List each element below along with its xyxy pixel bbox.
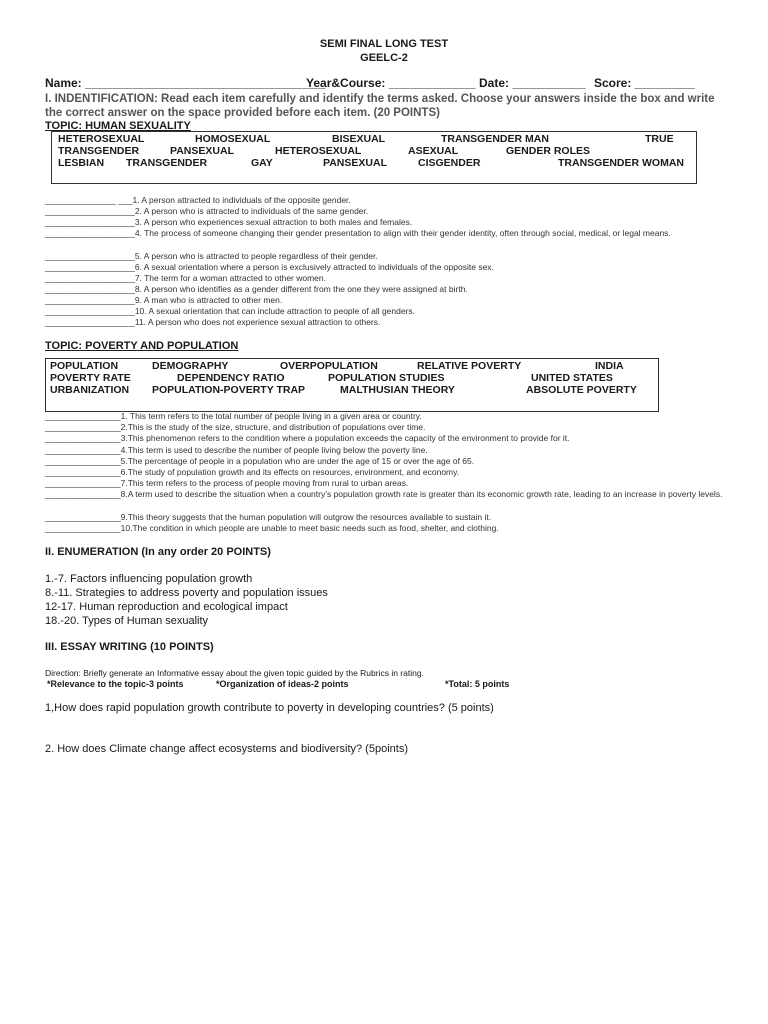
essay-question: 2. How does Climate change affect ecosystems and biodiversity? (5points) xyxy=(45,743,408,755)
answer-box-sexuality xyxy=(51,131,697,184)
choice-term: MALTHUSIAN THEORY xyxy=(340,384,455,396)
enumeration-title: II. ENUMERATION (In any order 20 POINTS) xyxy=(45,546,271,558)
identification-item: ________________4.This term is used to describe the number of people living below the poverty line. xyxy=(45,445,428,455)
choice-term: TRUE xyxy=(645,133,674,145)
rubric-total: *Total: 5 points xyxy=(445,679,510,689)
choice-term: ABSOLUTE POVERTY xyxy=(526,384,637,396)
choice-term: CISGENDER xyxy=(418,157,481,169)
rubric-relevance: *Relevance to the topic-3 points xyxy=(47,679,184,689)
essay-direction: Direction: Briefly generate an Informative essay about the given topic guided by the Rubrics in rating. xyxy=(45,668,424,678)
identification-item: _______________ ___1. A person attracted to individuals of the opposite gender. xyxy=(45,195,351,205)
essay-question: 1,How does rapid population growth contribute to poverty in developing countries? (5 points) xyxy=(45,702,494,714)
choice-term: HETEROSEXUAL xyxy=(275,145,362,157)
identification-item: ________________5.The percentage of people in a population who are under the age of 15 or over the age of 65. xyxy=(45,456,475,466)
identification-item: ________________6.The study of population growth and its effects on resources, environment, and economy. xyxy=(45,467,460,477)
course-code: GEELC-2 xyxy=(360,52,408,64)
identification-item: ___________________7. The term for a woman attracted to other women. xyxy=(45,273,327,283)
answer-box-poverty xyxy=(45,358,659,412)
identification-item: ___________________10. A sexual orientation that can include attraction to people of all genders. xyxy=(45,306,416,316)
date-field: Date: ___________ xyxy=(479,76,586,90)
identification-item: ___________________2. A person who is attracted to individuals of the same gender. xyxy=(45,206,369,216)
identification-item: ___________________9. A man who is attracted to other men. xyxy=(45,295,283,305)
choice-term: INDIA xyxy=(595,360,624,372)
choice-term: POPULATION xyxy=(50,360,119,372)
choice-term: ASEXUAL xyxy=(408,145,459,157)
choice-term: UNITED STATES xyxy=(531,372,613,384)
identification-item: ___________________5. A person who is attracted to people regardless of their gender. xyxy=(45,251,378,261)
identification-item: ________________8.A term used to describe the situation when a country’s population growth rate is greater than its economic growth rate, leading to an increase in poverty levels. xyxy=(45,489,723,499)
topic-human-sexuality: TOPIC: HUMAN SEXUALITY xyxy=(45,120,191,132)
enumeration-item: 12-17. Human reproduction and ecological impact xyxy=(45,601,288,613)
choice-term: BISEXUAL xyxy=(332,133,386,145)
choice-term: TRANSGENDER MAN xyxy=(441,133,549,145)
identification-item: ________________3.This phenomenon refers to the condition where a population exceeds the capacity of the environment to provide for it. xyxy=(45,433,570,443)
choice-term: HETEROSEXUAL xyxy=(58,133,145,145)
identification-item: ________________10.The condition in which people are unable to meet basic needs such as food, shelter, and clothing. xyxy=(45,523,499,533)
choice-term: RELATIVE POVERTY xyxy=(417,360,522,372)
identification-item: ___________________8. A person who identifies as a gender different from the one they were assigned at birth. xyxy=(45,284,468,294)
identification-instructions: I. INDENTIFICATION: Read each item carefully and identify the terms asked. Choose your answers inside the box and write the correct answer on the space provided before each item. (20 POINTS) xyxy=(45,93,715,119)
enumeration-item: 8.-11. Strategies to address poverty and population issues xyxy=(45,587,328,599)
choice-term: HOMOSEXUAL xyxy=(195,133,271,145)
choice-term: TRANSGENDER xyxy=(126,157,208,169)
identification-item: ___________________11. A person who does not experience sexual attraction to others. xyxy=(45,317,381,327)
identification-item: ___________________3. A person who experiences sexual attraction to both males and females. xyxy=(45,217,413,227)
choice-term: POPULATION STUDIES xyxy=(328,372,445,384)
choice-term: DEPENDENCY RATIO xyxy=(177,372,285,384)
choice-term: POPULATION-POVERTY TRAP xyxy=(152,384,306,396)
choice-term: URBANIZATION xyxy=(50,384,130,396)
topic-poverty-population: TOPIC: POVERTY AND POPULATION xyxy=(45,340,239,352)
rubric-organization: *Organization of ideas-2 points xyxy=(216,679,349,689)
identification-item: ________________1. This term refers to the total number of people living in a given area or country. xyxy=(45,411,422,421)
choice-term: PANSEXUAL xyxy=(170,145,234,157)
choice-term: LESBIAN xyxy=(58,157,105,169)
choice-term: GAY xyxy=(251,157,273,169)
choice-term: POVERTY RATE xyxy=(50,372,131,384)
identification-item: ________________7.This term refers to the process of people moving from rural to urban areas. xyxy=(45,478,409,488)
enumeration-item: 1.-7. Factors influencing population growth xyxy=(45,573,253,585)
test-title: SEMI FINAL LONG TEST xyxy=(319,38,449,50)
identification-item: ________________9.This theory suggests that the human population will outgrow the resources available to sustain it. xyxy=(45,512,492,522)
identification-item: ___________________4. The process of someone changing their gender presentation to align with their gender identity, often through social, medical, or legal means. xyxy=(45,228,671,238)
score-field: Score: _________ xyxy=(594,76,695,90)
name-field: Name: ____________________________________ xyxy=(45,76,326,90)
essay-title: III. ESSAY WRITING (10 POINTS) xyxy=(45,641,214,653)
choice-term: TRANSGENDER xyxy=(58,145,140,157)
choice-term: TRANSGENDER WOMAN xyxy=(558,157,684,169)
choice-term: PANSEXUAL xyxy=(323,157,387,169)
identification-item: ________________2.This is the study of the size, structure, and distribution of populations over time. xyxy=(45,422,426,432)
choice-term: DEMOGRAPHY xyxy=(152,360,229,372)
enumeration-item: 18.-20. Types of Human sexuality xyxy=(45,615,209,627)
identification-item: ___________________6. A sexual orientation where a person is exclusively attracted to individuals of the opposite sex. xyxy=(45,262,494,272)
year-course-field: Year&Course: _____________ xyxy=(306,76,476,90)
choice-term: GENDER ROLES xyxy=(506,145,591,157)
choice-term: OVERPOPULATION xyxy=(280,360,378,372)
